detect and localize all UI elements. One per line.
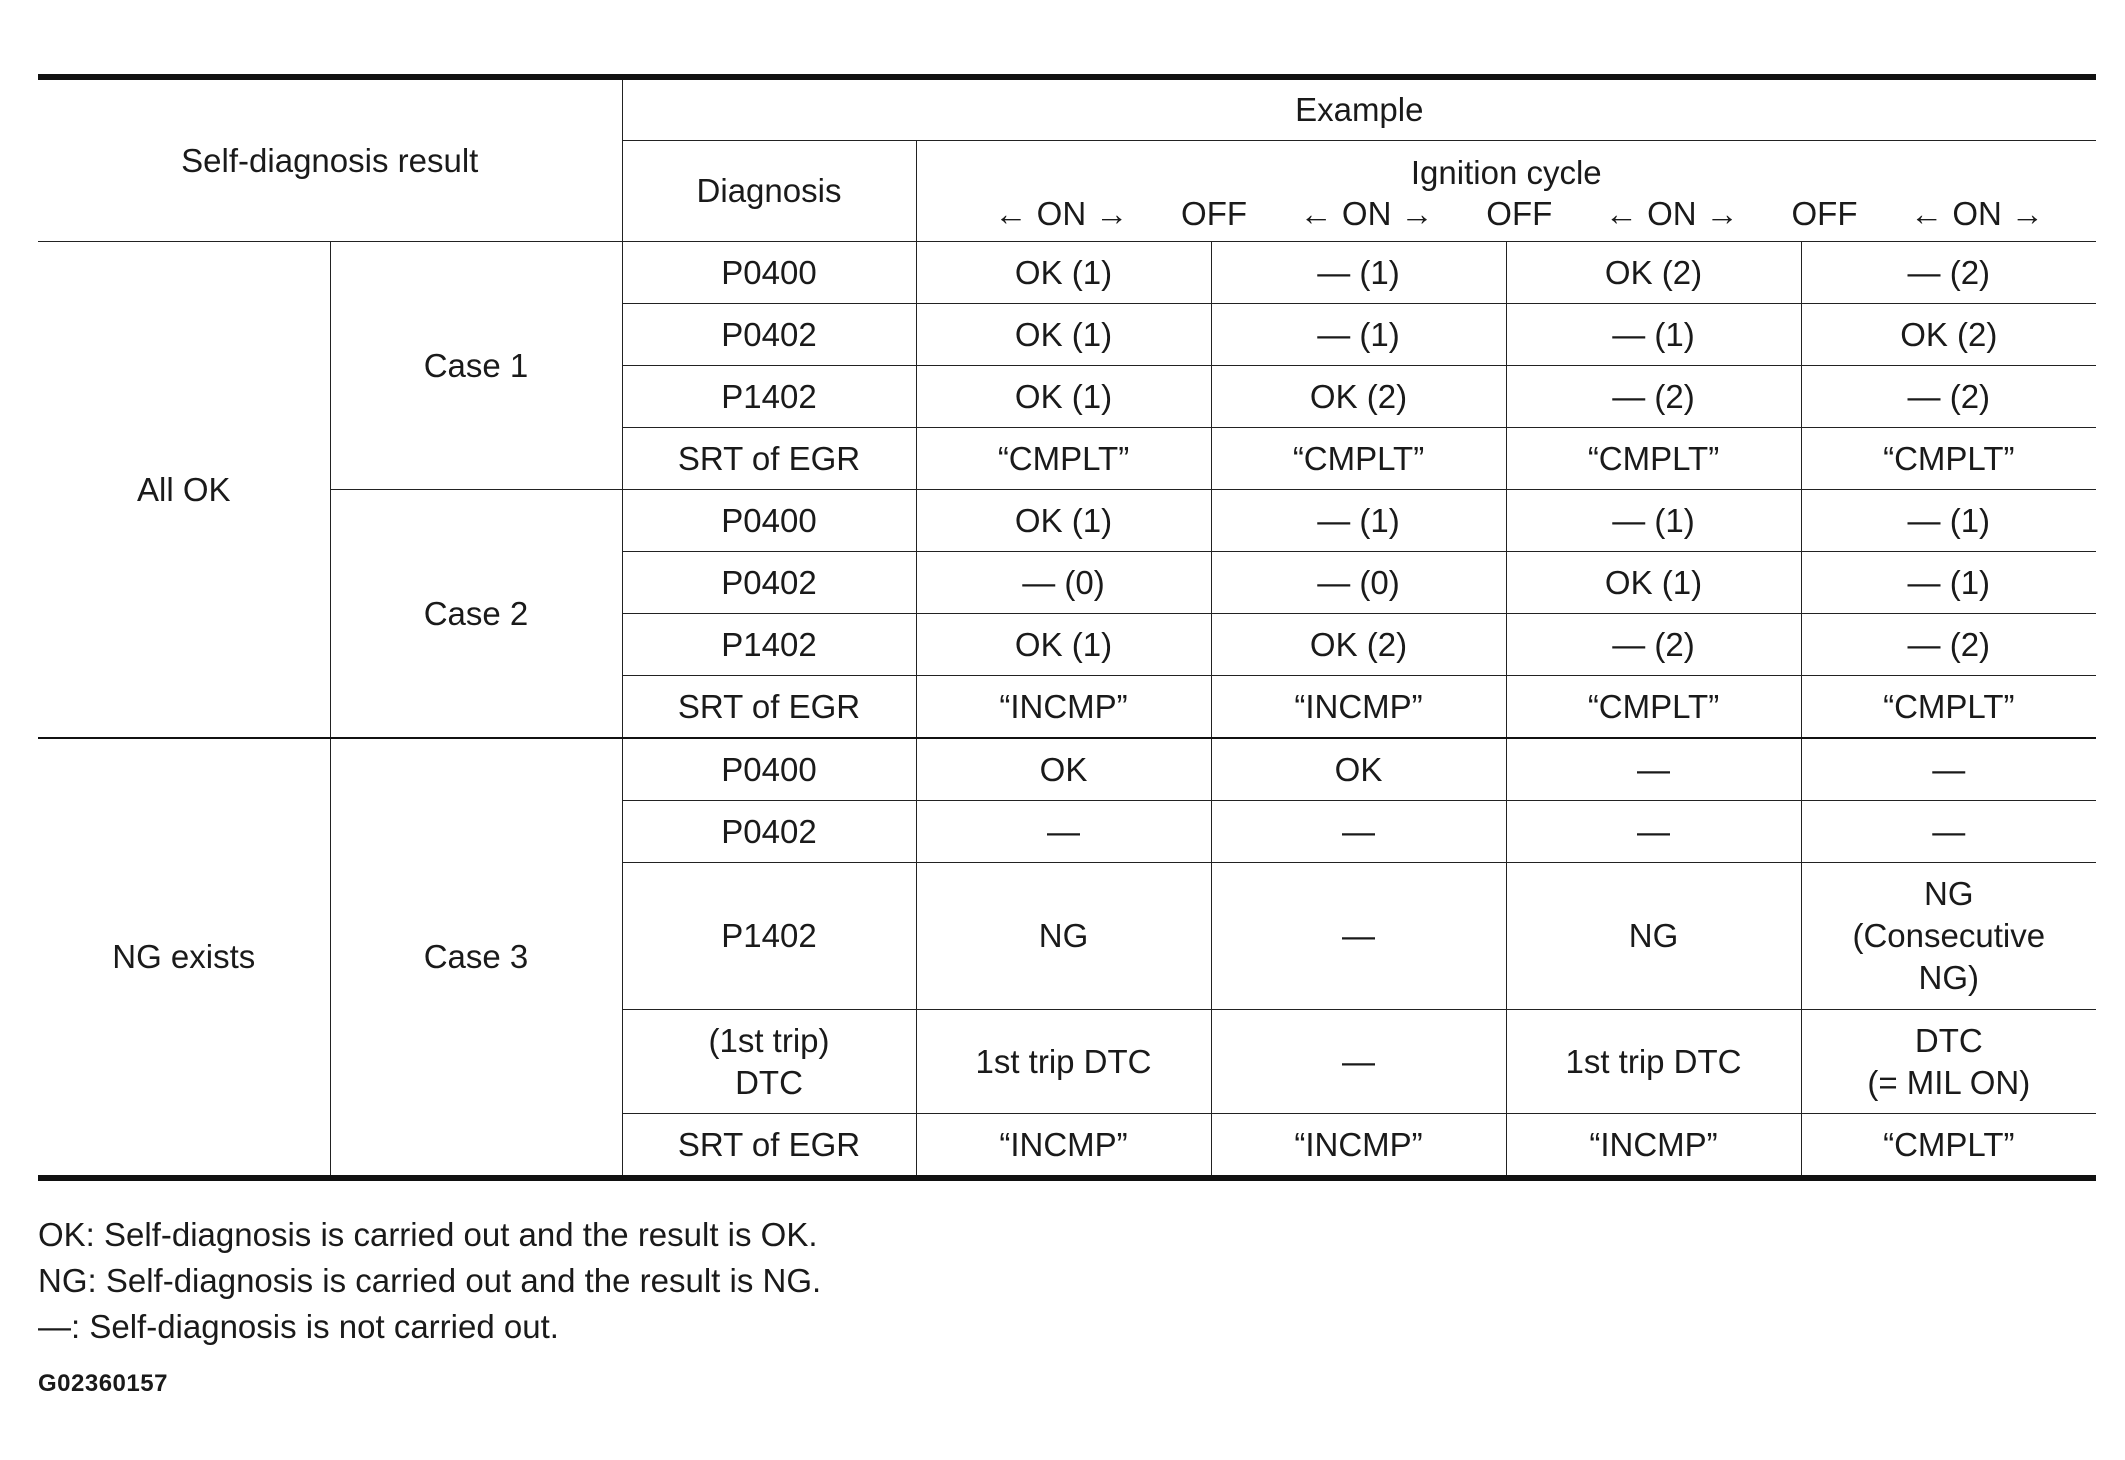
diagnosis-cell: SRT of EGR — [622, 428, 916, 490]
cycle-cell-2: “INCMP” — [1211, 1114, 1506, 1179]
cycle-cell-2: “INCMP” — [1211, 676, 1506, 739]
figure-id: G02360157 — [38, 1370, 168, 1397]
case-cell: Case 1 — [330, 242, 622, 490]
cycle-cell-2: OK — [1211, 738, 1506, 801]
cycle-cell-4: DTC (= MIL ON) — [1801, 1010, 2096, 1114]
cycle-cell-3: — (1) — [1506, 304, 1801, 366]
sequence-off-1: OFF — [1181, 195, 1248, 232]
cycle-cell-1: OK (1) — [916, 242, 1211, 304]
diagnosis-header: Diagnosis — [622, 141, 916, 242]
cycle-cell-4: “CMPLT” — [1801, 676, 2096, 739]
note-dash: —: Self-diagnosis is not carried out. — [38, 1308, 559, 1345]
cycle-cell-1: “CMPLT” — [916, 428, 1211, 490]
cycle-cell-3: — (2) — [1506, 614, 1801, 676]
cycle-cell-3: — — [1506, 801, 1801, 863]
diagnosis-cell: P0402 — [622, 304, 916, 366]
sequence-on-4: ← ON → — [1910, 195, 2045, 232]
cycle-cell-4: — (2) — [1801, 366, 2096, 428]
cycle-cell-4: “CMPLT” — [1801, 428, 2096, 490]
table-row — [38, 738, 2096, 801]
cycle-cell-1: — (0) — [916, 552, 1211, 614]
ignition-sequence — [917, 193, 2097, 235]
cycle-cell-1: NG — [916, 863, 1211, 1010]
cycle-cell-4: — — [1801, 801, 2096, 863]
cycle-cell-3: NG — [1506, 863, 1801, 1010]
cycle-cell-2: OK (2) — [1211, 614, 1506, 676]
table-row — [38, 490, 2096, 552]
example-header: Example — [622, 77, 2096, 141]
cycle-cell-2: — (1) — [1211, 242, 1506, 304]
result-cell: All OK — [38, 242, 330, 739]
cycle-cell-4: — (2) — [1801, 614, 2096, 676]
cycle-cell-3: — — [1506, 738, 1801, 801]
diagnosis-cell: P0400 — [622, 242, 916, 304]
diagnosis-cell: P1402 — [622, 366, 916, 428]
cycle-cell-4: NG (Consecutive NG) — [1801, 863, 2096, 1010]
cycle-cell-3: OK (2) — [1506, 242, 1801, 304]
cycle-cell-2: — (1) — [1211, 490, 1506, 552]
cycle-cell-3: — (2) — [1506, 366, 1801, 428]
diagnosis-cell: P1402 — [622, 614, 916, 676]
cycle-cell-3: “CMPLT” — [1506, 676, 1801, 739]
diagnosis-cell: SRT of EGR — [622, 1114, 916, 1179]
cycle-cell-1: — — [916, 801, 1211, 863]
case-cell: Case 2 — [330, 490, 622, 739]
cycle-cell-2: OK (2) — [1211, 366, 1506, 428]
diagnosis-cell: SRT of EGR — [622, 676, 916, 739]
sequence-on-1: ← ON → — [994, 195, 1129, 232]
table-body — [38, 242, 2096, 1179]
diagnosis-cell: P1402 — [622, 863, 916, 1010]
cycle-cell-1: “INCMP” — [916, 1114, 1211, 1179]
cycle-cell-2: “CMPLT” — [1211, 428, 1506, 490]
note-ng: NG: Self-diagnosis is carried out and the result is NG. — [38, 1262, 822, 1299]
cycle-cell-1: OK (1) — [916, 490, 1211, 552]
cycle-cell-1: OK — [916, 738, 1211, 801]
cycle-cell-2: — — [1211, 863, 1506, 1010]
cycle-cell-2: — (0) — [1211, 552, 1506, 614]
cycle-cell-3: — (1) — [1506, 490, 1801, 552]
legend-notes — [38, 1212, 821, 1350]
cycle-cell-2: — — [1211, 1010, 1506, 1114]
cycle-cell-1: 1st trip DTC — [916, 1010, 1211, 1114]
cycle-cell-3: OK (1) — [1506, 552, 1801, 614]
sequence-off-3: OFF — [1791, 195, 1858, 232]
diagnosis-table-container — [38, 74, 2096, 1181]
cycle-cell-2: — (1) — [1211, 304, 1506, 366]
cycle-cell-2: — — [1211, 801, 1506, 863]
note-ok: OK: Self-diagnosis is carried out and the result is OK. — [38, 1216, 818, 1253]
ignition-cycle-header — [916, 141, 2096, 242]
sequence-on-3: ← ON → — [1604, 195, 1739, 232]
diagnosis-cell: P0402 — [622, 552, 916, 614]
diagnosis-cell: P0400 — [622, 738, 916, 801]
result-cell: NG exists — [38, 738, 330, 1178]
sequence-off-2: OFF — [1486, 195, 1553, 232]
cycle-cell-4: — — [1801, 738, 2096, 801]
cycle-cell-1: OK (1) — [916, 366, 1211, 428]
table-row — [38, 242, 2096, 304]
cycle-cell-4: OK (2) — [1801, 304, 2096, 366]
cycle-cell-3: “INCMP” — [1506, 1114, 1801, 1179]
ignition-cycle-title: Ignition cycle — [1410, 154, 1602, 191]
cycle-cell-1: “INCMP” — [916, 676, 1211, 739]
diagnosis-cell: (1st trip) DTC — [622, 1010, 916, 1114]
cycle-cell-1: OK (1) — [916, 614, 1211, 676]
cycle-cell-4: — (2) — [1801, 242, 2096, 304]
diagnosis-cell: P0400 — [622, 490, 916, 552]
self-diagnosis-table — [38, 74, 2096, 1181]
cycle-cell-3: 1st trip DTC — [1506, 1010, 1801, 1114]
cycle-cell-1: OK (1) — [916, 304, 1211, 366]
diagnosis-cell: P0402 — [622, 801, 916, 863]
cycle-cell-4: “CMPLT” — [1801, 1114, 2096, 1179]
cycle-cell-4: — (1) — [1801, 552, 2096, 614]
sequence-on-2: ← ON → — [1299, 195, 1434, 232]
cycle-cell-3: “CMPLT” — [1506, 428, 1801, 490]
result-header: Self-diagnosis result — [38, 77, 622, 242]
case-cell: Case 3 — [330, 738, 622, 1178]
cycle-cell-4: — (1) — [1801, 490, 2096, 552]
